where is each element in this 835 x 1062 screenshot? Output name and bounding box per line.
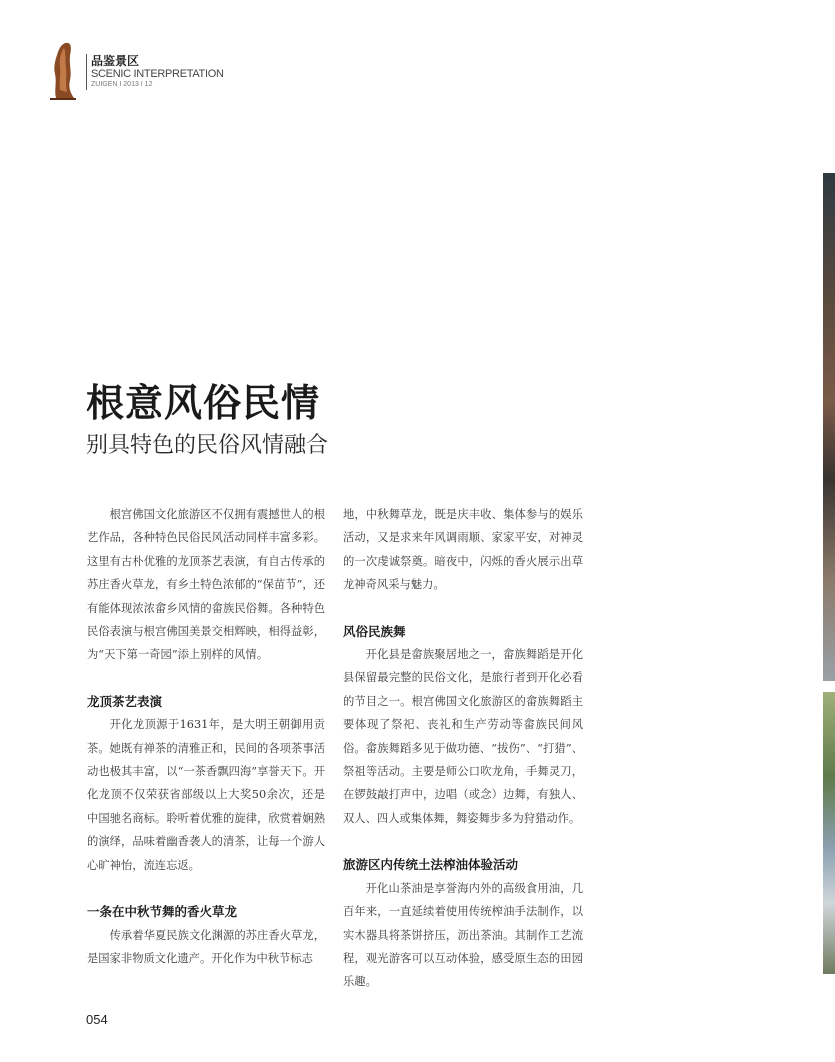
section-name-en: SCENIC INTERPRETATION [91,68,224,80]
section-text-dragon: 传承着华夏民族文化渊源的苏庄香火草龙，是国家非物质文化遗产。开化作为中秋节标志 [87,928,325,965]
edge-photo-bottom [823,692,835,974]
page-number: 054 [86,1012,108,1027]
article-title: 根意风俗民情 [86,380,321,425]
issue-label: ZUIGEN I 2013 I 12 [91,81,153,88]
article-subtitle: 别具特色的民俗风情融合 [86,433,329,458]
section-text-oil: 开化山茶油是享誉海内外的高级食用油，几百年来，一直延续着使用传统榨油手法制作，以实木器具将茶饼挤压，沥出茶油。其制作工艺流程，观光游客可以互动体验，感受原生态的田园乐趣。 [343,881,583,989]
section-text-dance: 开化县是畲族聚居地之一，畲族舞蹈是开化县保留最完整的民俗文化，是旅行者到开化必看的节目之一。根宫佛国文化旅游区的畲族舞蹈主要体现了祭祀、丧礼和生产劳动等畲族民间风俗。畲族舞蹈多见于做功德、“拔伤”、“打猎”、祭祖等活动。主要是师公口吹龙角，手舞灵刀，在锣鼓敲打声中，边唱（或念）边舞，有独人、双人、四人或集体舞，舞姿舞步多为狩猎动作。 [343,648,583,825]
section-heading-dragon: 一条在中秋节舞的香火草龙 [87,904,238,920]
section-heading-dance: 风俗民族舞 [343,623,406,639]
root-carving-icon [48,40,78,100]
section-heading-oil: 旅游区内传统土法榨油体验活动 [343,857,519,873]
text-column-right [343,503,583,994]
section-heading-tea: 龙顶茶艺表演 [87,693,163,709]
section-text-dragon-continued: 地，中秋舞草龙，既是庆丰收、集体参与的娱乐活动，又是求来年风调雨顺、家家平安，对神灵的一次虔诚祭奠。暗夜中，闪烁的香火展示出草龙神奇风采与魅力。 [343,508,583,592]
section-name-cn: 品鉴景区 [91,54,140,68]
edge-photo-top [823,173,835,681]
section-text-tea: 开化龙顶源于1631年，是大明王朝御用贡茶。她既有禅茶的清雅正和，民间的各项茶事活动也极其丰富，以“一茶香飘四海”享誉天下。开化龙顶不仅荣获省部级以上大奖50余次，还是中国驰名商标。聆听着优雅的旋律，欣赏着娴熟的演绎，品味着幽香袭人的清茶，让每一个游人心旷神怡，流连忘返。 [87,718,325,872]
header-divider [86,54,87,90]
section-label [91,54,224,90]
intro-paragraph: 根宫佛国文化旅游区不仅拥有震撼世人的根艺作品，各种特色民俗民风活动同样丰富多彩。这里有古朴优雅的龙顶茶艺表演，有自古传承的苏庄香火草龙，有乡土特色浓郁的“保苗节”，还有能体现浓浓畲乡风情的畲族民俗舞。各种特色民俗表演与根宫佛国美景交相辉映，相得益彰，为“天下第一奇园”添上别样的风情。 [87,508,325,662]
text-column-left [87,503,325,970]
